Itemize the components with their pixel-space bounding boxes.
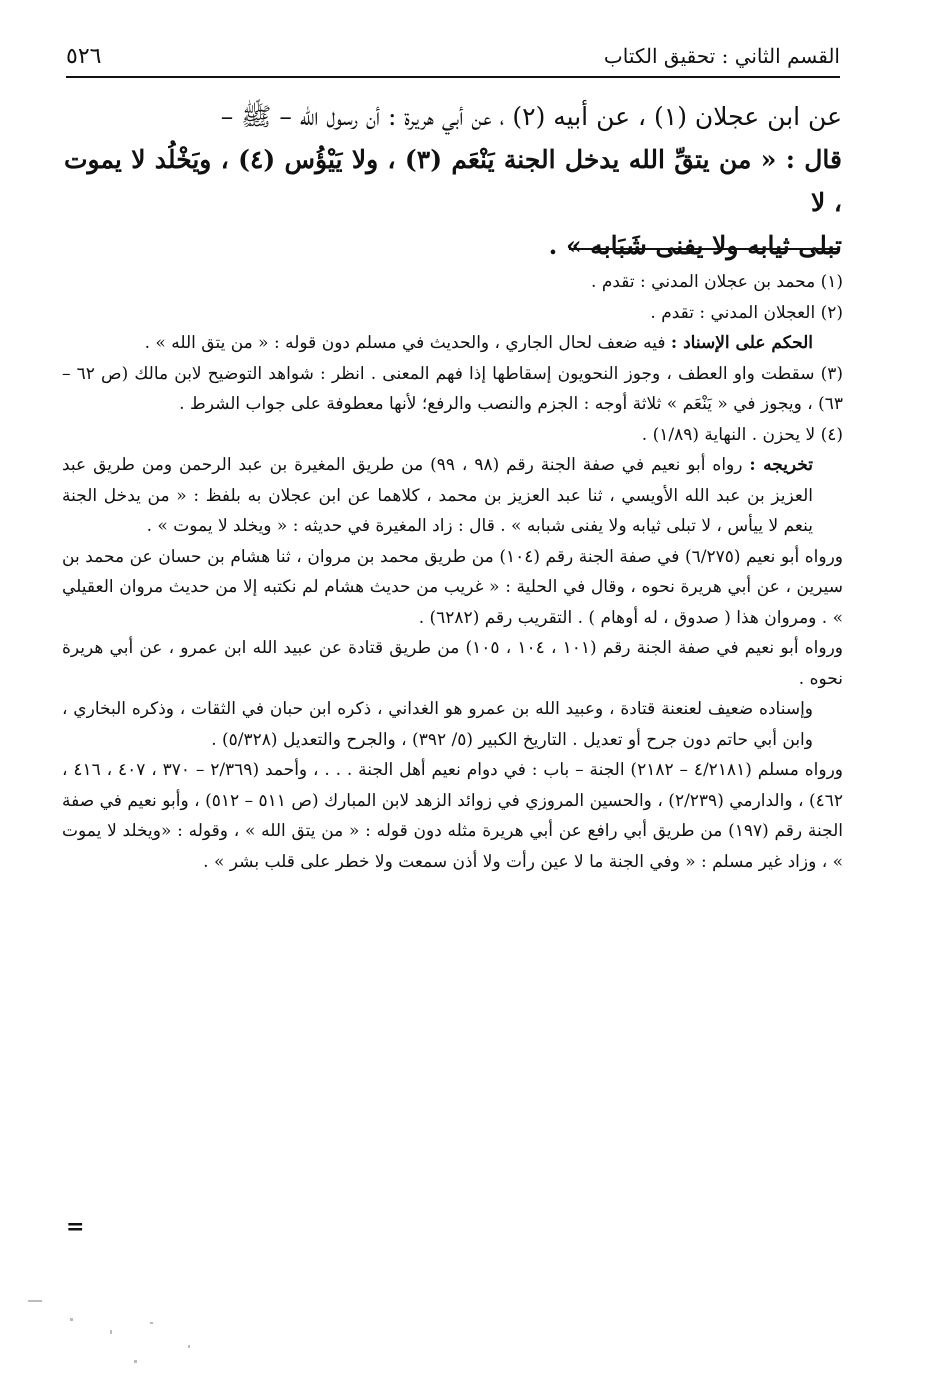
takhrij-paragraph-3: ورواه أبو نعيم في صفة الجنة رقم (١٠١ ، ١٠٤ ، ١٠٥) من طريق قتادة عن عبيد الله ابن عمرو ، عن أبي هريرة نحوه . [62, 638, 843, 689]
takhrij-paragraph [62, 450, 843, 542]
takhrij-paragraph-5: ورواه مسلم (٤/٢١٨١ – ٢١٨٢) الجنة – باب : في دوام نعيم أهل الجنة . . . ، وأحمد (٢/٣٦٩ – ٣٧٠ ، ٤٠٧ ، ٤١٦ ، ٤٦٢) ، والدارمي (٢/٢٣٩) ، والحسين المروزي في زوائد الزهد لابن المبارك (ص ٥١١ – ٥١٢) ، وأبو نعيم في صفة الجنة رقم (١٩٧) من طريق أبي رافع عن أبي هريرة مثله دون قوله : « من يتق الله » ، وقوله : «ويخلد لا يموت » ، وزاد غير مسلم : « وفي الجنة ما لا عين رأت ولا أذن سمعت ولا خطر على قلب بشر » . [62, 760, 844, 872]
footnote-separator [569, 248, 839, 250]
running-title: القسم الثاني : تحقيق الكتاب [603, 44, 840, 68]
hadith-text [64, 95, 842, 267]
scan-noise [110, 1330, 112, 1334]
scan-noise [134, 1360, 137, 1363]
footnote-1: (١) محمد بن عجلان المدني : تقدم . [591, 272, 843, 292]
footnote-2: (٢) العجلان المدني : تقدم . [650, 302, 843, 323]
takhrij-label: تخريجه : [749, 455, 814, 475]
hukm-text: فيه ضعف لحال الجاري ، والحديث في مسلم دون قوله : « من يتق الله » . [144, 333, 666, 353]
scan-noise [28, 1300, 42, 1302]
hadith-line: قال : « من يتقِّ الله يدخل الجنة يَنْعَم (٣) ، ولا يَيْؤُس (٤) ، ويَخْلُد لا يموت ، لا [64, 145, 842, 217]
footnotes [62, 267, 843, 877]
takhrij-paragraph-4: وإسناده ضعيف لعنعنة قتادة ، وعبيد الله بن عمرو هو الغداني ، ذكره ابن حبان في الثقات ، وذكره البخاري ، وابن أبي حاتم دون جرح أو تعديل . التاريخ الكبير (٥/ ٣٩٢) ، والجرح والتعديل (٥/٣٢٨) . [62, 699, 813, 750]
footnote-4: (٤) لا يحزن . النهاية (١/٨٩) . [641, 424, 843, 445]
scan-noise [70, 1318, 73, 1321]
hukm-label: الحكم على الإسناد : [670, 333, 813, 353]
scan-noise [150, 1322, 153, 1324]
hadith-line: عن ابن عجلان (١) ، عن أبيه (٢) ، عن أبي هريرة : أن رسول الله – ﷺ – [220, 102, 842, 131]
scan-noise [188, 1345, 190, 1348]
takhrij-text: رواه أبو نعيم في صفة الجنة رقم (٩٨ ، ٩٩) من طريق المغيرة بن عبد الرحمن ومن طريق عبد العزيز بن عبد الله الأويسي ، ثنا عبد العزيز بن محمد ، كلاهما عن ابن عجلان به بلفظ : « من يدخل الجنة ينعم لا ييأس ، لا تبلى ثيابه ولا يفنى شبابه » . قال : زاد المغيرة في حديثه : « ويخلد لا يموت » . [62, 455, 813, 536]
page-header [66, 36, 840, 78]
page-number: ٥٢٦ [66, 44, 102, 69]
hadith-line: تبلى ثيابه ولا يفنى شَبَابه » . [548, 231, 842, 260]
hukm-paragraph [62, 328, 843, 359]
footnote-3: (٣) سقطت واو العطف ، وجوز النحويون إسقاطها إذا فهم المعنى . انظر : شواهد التوضيح لابن مالك (ص ٦٢ – ٦٣) ، ويجوز في « يَنْعَم » ثلاثة أوجه : الجزم والنصب والرفع؛ لأنها معطوفة على جواب الشرط . [62, 363, 844, 414]
takhrij-paragraph-2: ورواه أبو نعيم (٦/٢٧٥) في صفة الجنة رقم (١٠٤) من طريق محمد بن مروان ، ثنا هشام بن حسان عن محمد بن سيرين ، عن أبي هريرة نحوه ، وقال في الحلية : « غريب من حديث هشام لم نكتبه إلا من حديث مروان العقيلي » . ومروان هذا ( صدوق ، له أوهام ) . التقريب رقم (٦٢٨٢) . [62, 546, 844, 628]
continuation-mark: = [66, 1214, 85, 1240]
